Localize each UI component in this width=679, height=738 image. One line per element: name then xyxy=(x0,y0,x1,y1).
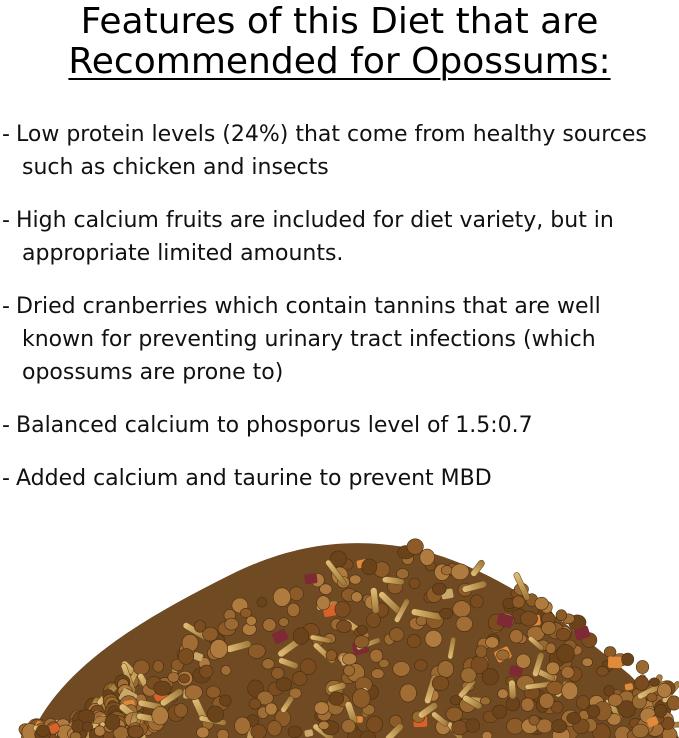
pellet xyxy=(288,726,301,738)
feature-item xyxy=(2,204,674,270)
pellet xyxy=(362,559,377,575)
feature-text: High calcium fruits are included for diet variety, but in appropriate limited amounts. xyxy=(16,208,614,266)
pellet xyxy=(461,668,476,683)
pellet xyxy=(587,705,600,718)
pellet xyxy=(452,720,468,735)
pellet xyxy=(178,649,193,665)
pellet xyxy=(482,668,498,685)
pellet xyxy=(272,667,284,679)
pellet xyxy=(397,569,409,579)
pellet xyxy=(273,588,290,607)
pellet xyxy=(342,720,356,733)
pellet xyxy=(546,662,559,675)
pellet xyxy=(632,724,648,738)
pellet xyxy=(221,665,231,675)
pellet xyxy=(197,727,209,738)
pellet xyxy=(546,643,556,654)
pellet xyxy=(276,678,292,691)
pellet xyxy=(293,628,309,645)
food-pile-image xyxy=(0,505,679,738)
pellet xyxy=(582,658,593,667)
pellet xyxy=(492,705,506,719)
pellet xyxy=(36,725,49,736)
pellet xyxy=(203,627,218,641)
feature-item xyxy=(2,118,674,184)
pellet xyxy=(267,721,281,736)
pellet xyxy=(440,608,453,619)
bullet-dash: - xyxy=(2,294,10,319)
feature-text: Dried cranberries which contain tannins that are well known for preventing urinary tract infections (which opossums are prone to) xyxy=(16,294,601,385)
feature-item xyxy=(2,462,674,495)
pellet xyxy=(407,539,423,555)
bullet-dash: - xyxy=(2,466,10,491)
pellet xyxy=(246,616,256,625)
pellet xyxy=(539,693,554,708)
pellet xyxy=(512,596,525,608)
pellet xyxy=(320,584,332,595)
feature-item xyxy=(2,290,674,389)
pellet xyxy=(133,660,149,675)
pellet xyxy=(497,650,510,660)
pellet xyxy=(389,628,404,642)
pellet xyxy=(154,681,172,695)
pellet xyxy=(516,654,530,668)
pellet xyxy=(541,621,556,634)
pellet xyxy=(556,628,570,641)
pellet xyxy=(425,630,442,647)
pellet xyxy=(649,678,659,687)
pellet xyxy=(82,722,93,732)
title-line-2: Recommended for Opossums: xyxy=(68,41,611,82)
pellet xyxy=(153,660,164,672)
pellet xyxy=(371,669,384,679)
pellet xyxy=(370,649,383,662)
pellet xyxy=(179,674,190,683)
pellet xyxy=(207,706,224,723)
pellet xyxy=(279,618,289,627)
pellet xyxy=(521,698,534,712)
pellet xyxy=(343,653,357,665)
feature-text: Added calcium and taurine to prevent MBD xyxy=(16,466,492,491)
feature-item xyxy=(2,409,674,442)
pellet xyxy=(482,731,492,738)
pellet xyxy=(576,696,589,710)
pellet xyxy=(185,685,202,700)
pellet xyxy=(337,620,352,632)
pellet xyxy=(552,720,567,733)
pellet xyxy=(393,662,410,677)
pellet xyxy=(635,676,649,691)
pellet xyxy=(420,549,435,565)
fruit-bit xyxy=(608,656,622,668)
pellet xyxy=(438,661,454,678)
pellet xyxy=(168,672,179,682)
pellet xyxy=(486,637,499,648)
pellet xyxy=(441,566,452,575)
fruit-bit xyxy=(304,573,318,584)
pellet xyxy=(354,636,369,648)
feature-list xyxy=(2,118,674,515)
pellet xyxy=(622,653,634,666)
pellet xyxy=(432,676,449,691)
pellet xyxy=(466,719,480,733)
bullet-dash: - xyxy=(2,122,10,147)
pellet xyxy=(596,666,608,676)
pellet xyxy=(152,707,169,725)
pellet xyxy=(206,686,220,698)
pellet xyxy=(351,592,362,602)
page-title xyxy=(0,2,679,82)
bullet-dash: - xyxy=(2,413,10,438)
pellet xyxy=(210,640,228,659)
pellet xyxy=(407,635,421,648)
pellet xyxy=(329,692,344,705)
pellet xyxy=(352,689,370,708)
pellet xyxy=(446,707,463,721)
pellet xyxy=(498,689,509,699)
mealworm xyxy=(508,680,516,699)
pellet xyxy=(451,564,469,580)
pellet xyxy=(289,587,303,601)
pellet xyxy=(219,695,231,706)
pellet xyxy=(257,597,267,607)
title-line-1: Features of this Diet that are xyxy=(80,1,599,42)
pellet xyxy=(529,715,539,725)
pellet xyxy=(251,725,267,738)
pellet xyxy=(217,729,229,738)
bullet-dash: - xyxy=(2,208,10,233)
pellet xyxy=(480,697,490,705)
pellet xyxy=(415,660,428,671)
pellet xyxy=(287,603,299,617)
pellet xyxy=(314,702,328,715)
pellet xyxy=(326,650,337,661)
pellet xyxy=(317,596,330,610)
pellet xyxy=(357,625,367,635)
pellet xyxy=(293,671,308,685)
pellet xyxy=(225,618,239,630)
pellet xyxy=(94,726,105,736)
pellet xyxy=(200,665,213,678)
pellet xyxy=(667,696,679,710)
pellet xyxy=(535,597,548,610)
pellet xyxy=(547,681,564,695)
pellet xyxy=(476,646,487,658)
pellet xyxy=(174,704,187,718)
pellet xyxy=(263,619,276,632)
pellet xyxy=(608,694,622,706)
pellet xyxy=(235,717,251,734)
pellet xyxy=(367,613,381,628)
pellet xyxy=(636,660,649,673)
pellet xyxy=(350,575,362,584)
pellet xyxy=(556,610,567,621)
pellet xyxy=(557,644,575,663)
pellet xyxy=(567,712,581,724)
pellet xyxy=(655,704,667,717)
pellet xyxy=(471,595,484,608)
pellet xyxy=(562,682,578,700)
pellet xyxy=(657,683,671,697)
feature-text: Balanced calcium to phosporus level of 1.5:0.7 xyxy=(16,413,533,438)
pellet xyxy=(128,725,143,738)
pellet xyxy=(510,629,523,643)
pellet xyxy=(409,578,420,589)
pellet xyxy=(319,721,330,729)
pellet xyxy=(262,659,274,670)
pellet xyxy=(456,616,473,631)
pellet xyxy=(367,716,383,732)
pellet xyxy=(520,611,537,626)
pellet xyxy=(561,667,574,679)
pellet xyxy=(400,684,417,702)
pellet xyxy=(335,602,350,618)
pellet xyxy=(647,693,657,702)
pellet xyxy=(344,665,355,676)
pellet xyxy=(105,714,120,730)
pellet xyxy=(249,698,261,709)
pellet xyxy=(70,732,81,738)
pellet xyxy=(432,583,446,595)
pellet xyxy=(453,601,471,618)
pellet xyxy=(265,703,277,715)
pellet xyxy=(507,718,524,734)
feature-text: Low protein levels (24%) that come from healthy sources such as chicken and insects xyxy=(16,122,647,180)
